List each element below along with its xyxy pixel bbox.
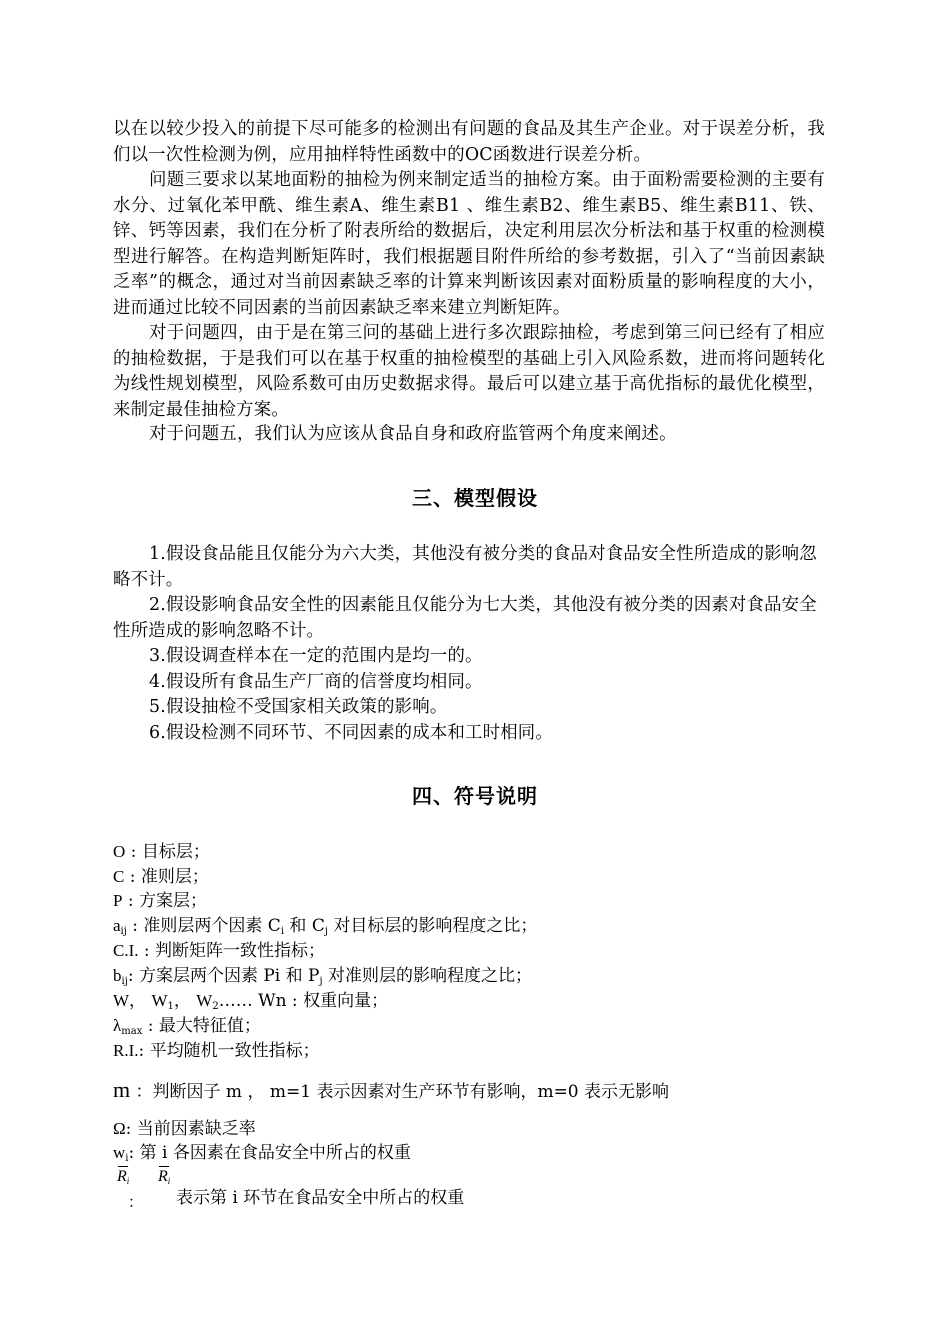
symbol-omega: Ω: 当前因素缺乏率 (113, 1119, 256, 1139)
assumption-item: 6.假设检测不同环节、不同因素的成本和工时相同。 (149, 722, 553, 743)
assumption-item: 4.假设所有食品生产厂商的信誉度均相同。 (149, 671, 483, 692)
symbol-a: $a_{ij}$ : 准则层两个因素 $C_i$ 和 $C_j$ 对目标层的影响程度之比； (113, 916, 538, 937)
symbol-ci: C.I. : 判断矩阵一致性指标； (113, 941, 326, 961)
r-bar-symbol: $R_i$ (117, 1168, 130, 1186)
assumption-item: 1.假设食品能且仅能分为六大类，其他没有被分类的食品对食品安全性所造成的影响忽略不计。 (113, 544, 817, 590)
r-bar-symbol-2: $R_i$ (158, 1168, 171, 1186)
assumption-item: 2.假设影响食品安全性的因素能且仅能分为七大类，其他没有被分类的因素对食品安全性所造成的影响忽略不计。 (113, 595, 817, 641)
symbol-o: O : 目标层； (113, 842, 210, 862)
symbol-lambda: $\lambda_{max}$ : 最大特征值； (113, 1016, 261, 1037)
assumption-item: 5.假设抽检不受国家相关政策的影响。 (149, 697, 448, 717)
intro-paragraph-1: 以在以较少投入的前提下尽可能多的检测出有问题的食品及其生产企业。对于误差分析，我们以一次性检测为例，应用抽样特性函数中的OC函数进行误差分析。 (113, 119, 825, 165)
symbol-m: m ：判断因子 m ， m=1 表示因素对生产环节有影响，m=0 表示无影响 (113, 1077, 670, 1102)
section-heading-symbols: 四、符号说明 (412, 784, 538, 808)
assumption-item: 3.假设调查样本在一定的范围内是均一的。 (149, 646, 483, 666)
intro-paragraph-3: 对于问题四，由于是在第三问的基础上进行多次跟踪抽检，考虑到第三问已经有了相应的抽检数据，于是我们可以在基于权重的抽检模型的基础上引入风险系数，进而将问题转化为线性规划模型，风险系数可由历史数据求得。最后可以建立基于高优指标的最优化模型，来制定最佳抽检方案。 (113, 323, 825, 420)
assumption-list (113, 542, 825, 746)
symbol-b: $b_{ij}$: 方案层两个因素 Pi 和 $P_j$ 对准则层的影响程度之比； (113, 966, 532, 987)
symbol-ri: R.I.: 平均随机一致性指标； (113, 1041, 320, 1061)
r-bar-colon: ： (128, 1193, 144, 1211)
intro-paragraph-4: 对于问题五，我们认为应该从食品自身和政府监管两个角度来阐述。 (149, 424, 677, 444)
section-heading-assumptions: 三、模型假设 (412, 486, 538, 510)
symbol-wi: $w_i$: 第 i 各因素在食品安全中所占的权重 (113, 1143, 411, 1164)
intro-paragraph-2: 问题三要求以某地面粉的抽检为例来制定适当的抽检方案。由于面粉需要检测的主要有水分、过氧化苯甲酰、维生素A、维生素B1 、维生素B2、维生素B5、维生素B11、铁、锌、钙等因素，我们在分析了附表所给的数据后，决定利用层次分析法和基于权重的检测模型进行解答。在构造判断矩阵时，我们根据题目附件所给的参考数据，引入了“当前因素缺乏率”的概念，通过对当前因素缺乏率的计算来判断该因素对面粉质量的影响程度的大小，进而通过比较不同因素的当前因素缺乏率来建立判断矩阵。 (113, 170, 825, 318)
symbol-c: C : 准则层； (113, 867, 209, 887)
symbol-rbar-desc: 表示第 i 环节在食品安全中所占的权重 (176, 1188, 465, 1208)
symbol-p: P : 方案层； (113, 891, 208, 911)
symbol-w: W， $W_1$， $W_2\dots\dots$ Wn : 权重向量； (113, 991, 389, 1012)
